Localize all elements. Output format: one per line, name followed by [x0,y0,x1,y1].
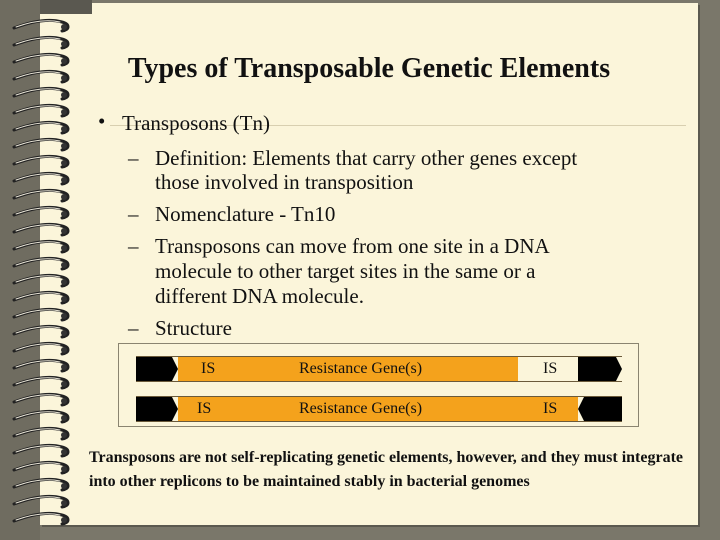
gene-label: Resistance Gene(s) [299,360,423,377]
arrow-shape [578,397,622,421]
dash-icon: – [128,316,139,340]
footnote: Transposons are not self-replicating genetic elements, however, and they must integrate into other replicons to be maintained stably in bacterial genomes [89,449,684,490]
is-label-right: IS [543,400,558,417]
slide-title: Types of Transposable Genetic Elements [127,53,611,84]
dash-icon: – [128,234,139,258]
sub-item-move-line2: molecule to other target sites in the same or a [155,259,536,283]
sub-item-definition-line1: Definition: Elements that carry other genes except [155,146,578,170]
is-label-right: IS [543,360,558,377]
dash-icon: – [128,202,139,226]
arrow-shape [136,357,178,381]
gene-label: Resistance Gene(s) [299,400,423,417]
bullet-dot-icon: • [98,109,106,133]
arrow-shape [136,397,178,421]
sub-item-move-line3: different DNA molecule. [155,284,364,308]
bullet-main: Transposons (Tn) [122,111,270,135]
sub-item-move-line1: Transposons can move from one site in a DNA [155,234,550,258]
is-label-left: IS [201,360,216,377]
is-label-left: IS [197,400,212,417]
sub-item-definition-line2: those involved in transposition [155,170,414,194]
sub-item-structure: Structure [155,316,232,340]
arrow-shape [578,357,622,381]
sub-item-nomenclature: Nomenclature - Tn10 [155,202,336,226]
dash-icon: – [128,146,139,170]
